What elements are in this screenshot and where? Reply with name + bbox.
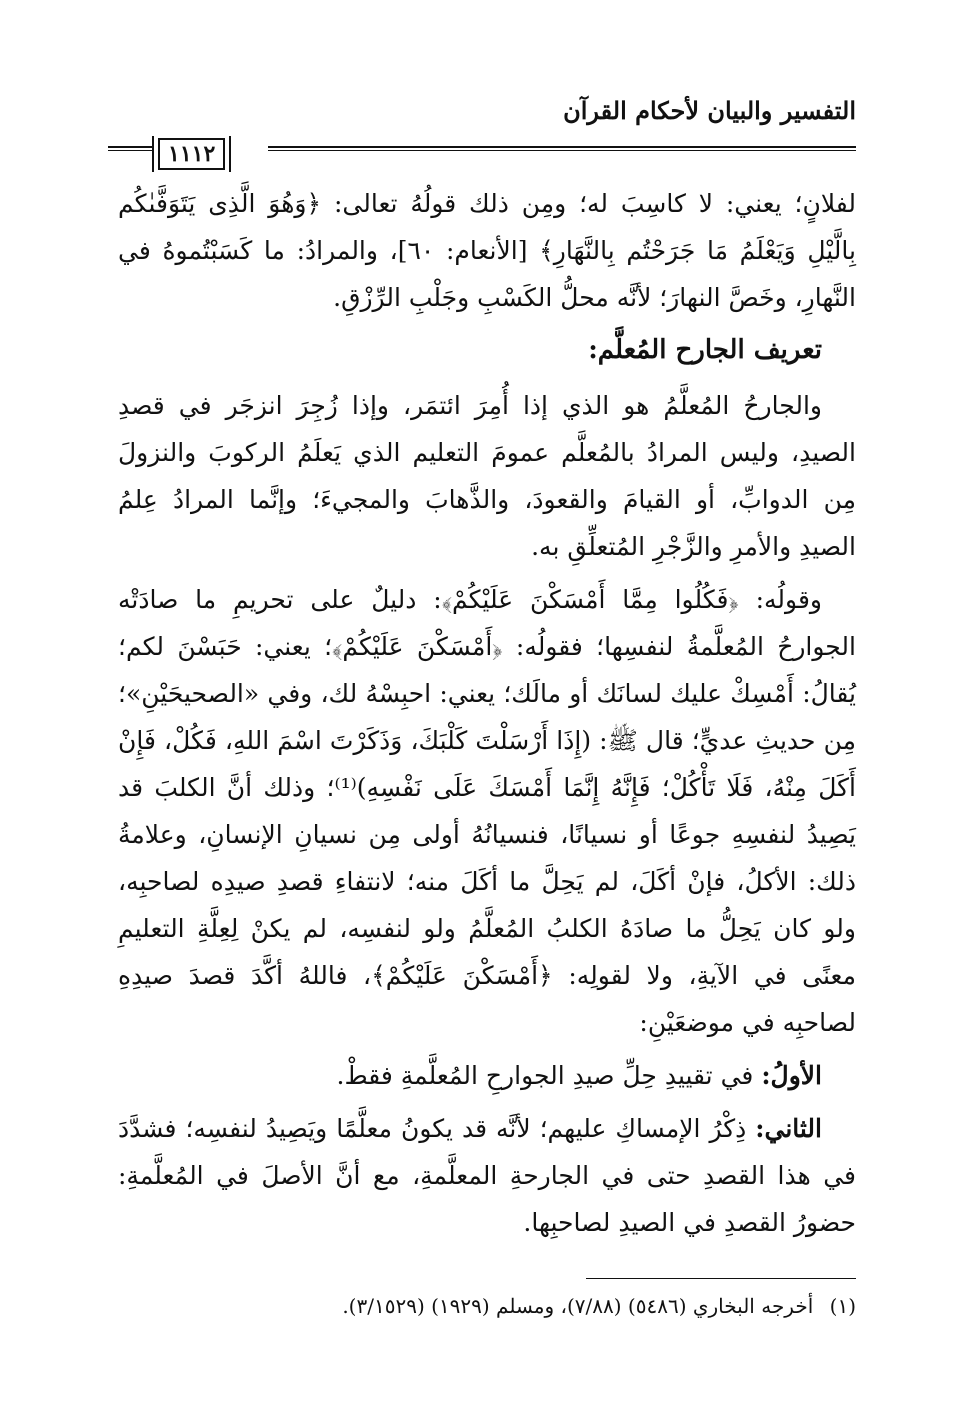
header-rule-left: [108, 146, 152, 148]
page-number: ١١١٢: [158, 138, 225, 170]
paragraph-4: [118, 1052, 856, 1099]
header-rule: [268, 146, 856, 148]
paragraph-5-label: الثاني:: [755, 1114, 822, 1143]
running-title: التفسير والبيان لأحكام القرآن: [563, 96, 856, 125]
paragraph-2: والجارحُ المُعلَّمُ هو الذي إذا أُمِرَ ائتمَر، وإذا زُجِرَ انزجَر في قصدِ الصيدِ، وليس المرادُ بالمُعلَّم عمومَ التعليم الذي يَعلَمُ الركوبَ والنزولَ مِن الدوابِّ، أو القيامَ والقعودَ، والذَّهابَ والمجيءَ؛ وإنَّما المرادُ عِلمُ الصيدِ والأمرِ والزَّجْرِ المُتعلِّقِ به.: [118, 391, 856, 561]
footnote-separator: [586, 1278, 856, 1279]
footnote-text: أخرجه البخاري (٥٤٨٦) (٧/٨٨)، ومسلم (١٩٢٩) (٣/١٥٢٩).: [342, 1294, 814, 1318]
paragraph-4-label: الأولُ:: [761, 1061, 822, 1090]
header-rule-left-thin: [108, 150, 152, 151]
main-text: [118, 180, 856, 1252]
paragraph-3: وقولُه: ﴿فَكُلُوا مِمَّا أَمْسَكْنَ عَلَيْكُمْ﴾: دليلٌ على تحريمِ ما صادَتْه الجوارحُ المُعلَّمةُ لنفسِها؛ فقولُه: ﴿أَمْسَكْنَ عَلَيْكُمْ﴾؛ يعني: حَبَسْنَ لكم؛ يُقالُ: أَمْسِكْ عليك لسانَك أو مالَك؛ يعني: احبِسْهُ لك، وفي «الصحيحَيْنِ»؛ مِن حديثِ عديٍّ؛ قال ﷺ: (إِذَا أَرْسَلْتَ كَلْبَكَ، وَذَكَرْتَ اسْمَ اللهِ، فَكُلْ، فَإِنْ أَكَلَ مِنْهُ، فَلَا تَأْكُلْ؛ فَإِنَّهُ إِنَّمَا أَمْسَكَ عَلَى نَفْسِهِ)⁽¹⁾؛ وذلك أنَّ الكلبَ قد يَصِيدُ لنفسِهِ جوعًا أو نسيانًا، فنسيانُهُ أولى مِن نسيانِ الإنسانِ، وعلامةُ ذلك: الأكلُ، فإنْ أكَلَ، لم يَحِلَّ ما أكَلَ منه؛ لانتفاءِ قصدِ صيدِه لصاحبِه، ولو كان يَحِلُّ ما صادَهُ الكلبُ المُعلَّمُ ولو لنفسِه، لم يكنْ لِعِلَّةِ التعليمِ معنًى في الآيةِ، ولا لقولِه: ﴿أَمْسَكْنَ عَلَيْكُمْ﴾، فاللهُ أكَّدَ قصدَ صيدِهِ لصاحبِه في موضعَيْنِ:: [118, 585, 856, 1037]
paragraph-5-text: ذِكْرُ الإمساكِ عليهم؛ لأنَّه قد يكونُ معلَّمًا ويَصِيدُ لنفسِه؛ فشدَّدَ في هذا القصدِ حتى في الجارحةِ المعلَّمةِ، مع أنَّ الأصلَ في المُعلَّمةِ: حضورُ القصدِ في الصيدِ لصاحبِها.: [118, 1114, 856, 1237]
section-heading: تعريف الجارح المُعلَّم:: [588, 335, 822, 365]
page-header: [118, 92, 856, 167]
footnote: [118, 1290, 856, 1322]
header-rule-thin: [268, 150, 856, 151]
paragraph-4-text: في تقييدِ حِلِّ صيدِ الجوارحِ المُعلَّمةِ فقطْ.: [336, 1061, 754, 1090]
paragraph-5: [118, 1105, 856, 1246]
paragraph-1: لفلانٍ؛ يعني: لا كاسِبَ له؛ ومِن ذلك قولُهُ تعالى: ﴿وَهُوَ الَّذِى يَتَوَفَّىٰكُم بِالَّيْلِ وَيَعْلَمُ مَا جَرَحْتُم بِالنَّهَارِ﴾ [الأنعام: ٦٠]، والمرادُ: ما كَسَبْتُموهُ في النَّهارِ، وخَصَّ النهارَ؛ لأنَّه محلُّ الكَسْبِ وجَلْبِ الرِّزْقِ.: [118, 189, 856, 312]
footnote-number: (١): [829, 1294, 856, 1318]
